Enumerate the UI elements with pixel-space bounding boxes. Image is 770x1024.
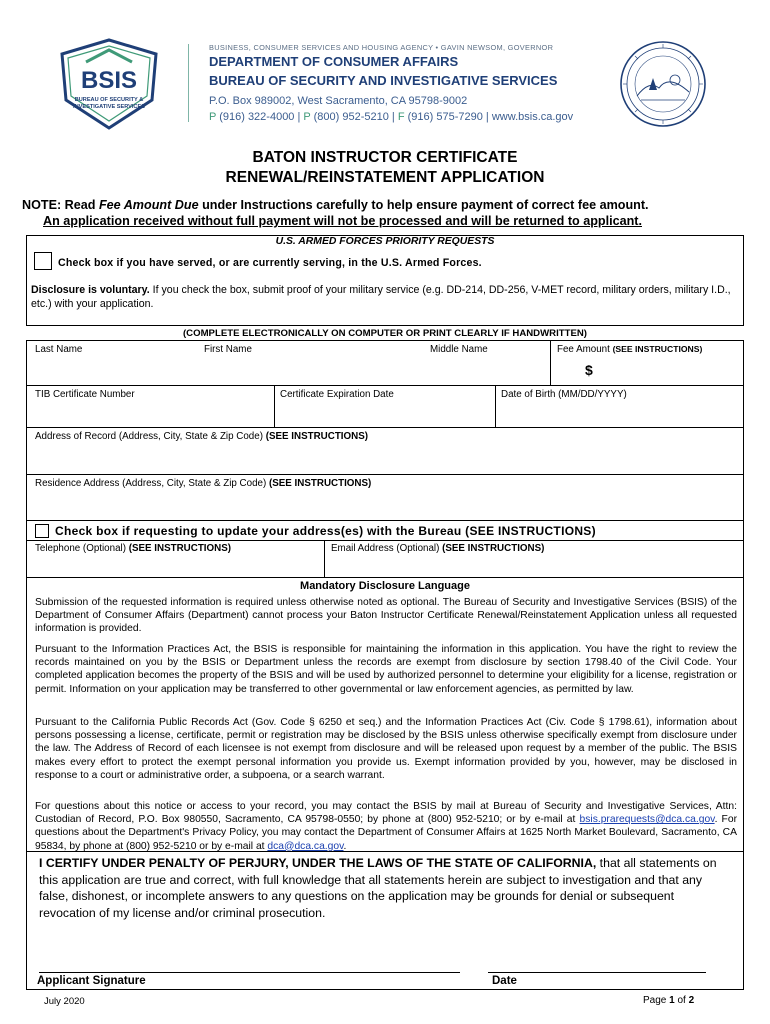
fax-number: (916) 575-7290	[407, 111, 483, 123]
date-label: Date	[492, 975, 517, 987]
page-prefix: Page	[643, 995, 670, 1006]
fee-note	[22, 198, 649, 212]
page-total: 2	[688, 995, 695, 1006]
applicant-signature-label: Applicant Signature	[37, 975, 146, 987]
grid-line	[324, 540, 325, 577]
disclosure-paragraph-4	[35, 800, 737, 853]
california-seal-icon	[619, 40, 707, 128]
page-current: 1	[669, 995, 675, 1006]
logo-subtext: INVESTIGATIVE SERVICES	[73, 104, 145, 110]
grid-line	[26, 989, 744, 990]
telephone-label	[35, 543, 231, 554]
dca-email-link[interactable]: dca@dca.ca.gov	[267, 840, 344, 852]
grid-line	[495, 385, 496, 427]
form-title-line-2: RENEWAL/REINSTATEMENT APPLICATION	[225, 169, 545, 186]
certification-text: that all statements on this application are true and correct, with full knowledge that all statements herein are subject to investigation and that any false, dishonest, or incomplete answers to any questions on the application may be grounds for denial or subsequent revocation of my license and/or criminal prosecution.	[39, 856, 717, 920]
grid-line	[26, 520, 744, 521]
grid-line	[26, 540, 744, 541]
logo-subtext: BUREAU OF SECURITY &	[74, 97, 144, 103]
grid-line	[26, 427, 744, 428]
logo-text: BSIS	[80, 67, 138, 94]
disclosure-paragraph-2: Pursuant to the Information Practices Act, the BSIS is responsible for maintaining the information in this application. You have the right to review the records maintained on you by the BSIS or Department unless the records are exempt from disclosure by section 1798.40 of the Civil Code. Your completed application becomes the property of the BSIS and will be used by authorized personnel to determine your eligibility for a license, registration or permit. Information on your application may be transferred to other governmental or law enforcement agencies, as permitted by law.	[35, 644, 737, 695]
fee-amount-text: Fee Amount	[557, 344, 613, 355]
first-name-label: First Name	[204, 344, 252, 355]
perjury-certification	[39, 855, 729, 921]
residence-address-label	[35, 478, 371, 489]
complete-instructions: (COMPLETE ELECTRONICALLY ON COMPUTER OR PRINT CLEARLY IF HANDWRITTEN)	[182, 328, 587, 339]
dob-label: Date of Birth (MM/DD/YYYY)	[501, 389, 627, 400]
phone-1: (916) 322-4000	[219, 111, 295, 123]
residence-address-note: (SEE INSTRUCTIONS)	[268, 478, 372, 489]
disclosure-paragraph-1: Submission of the requested information is required unless otherwise noted as optional. The Bureau of Security and Investigative Services (BSIS) of the Department of Consumer Affairs (Department) cannot process your Baton Instructor Certificate Renewal/Reinstatement Application unless all requested information is provided.	[35, 597, 737, 635]
fee-amount-label	[557, 344, 702, 355]
disclosure-text: If you check the box, submit proof of your military service (e.g. DD-214, DD-256, V-MET record, military orders, military I.D., etc.) with your application.	[31, 284, 731, 310]
department-name: DEPARTMENT OF CONSUMER AFFAIRS	[209, 54, 459, 69]
last-name-label: Last Name	[35, 344, 83, 355]
bureau-address: P.O. Box 989002, West Sacramento, CA 95798-9002	[209, 95, 468, 107]
phone-label: P	[303, 111, 311, 123]
full-payment-warning: An application received without full payment will not be processed and will be returned to applicant.	[43, 214, 642, 228]
grid-line	[743, 340, 744, 990]
certification-bold: I CERTIFY UNDER PENALTY OF PERJURY, UNDER THE LAWS OF THE STATE OF CALIFORNIA,	[39, 856, 597, 870]
bureau-name: BUREAU OF SECURITY AND INVESTIGATIVE SERVICES	[209, 73, 558, 88]
grid-line	[274, 385, 275, 427]
page-of: of	[674, 995, 689, 1006]
fee-note-emphasis: Fee Amount Due	[98, 198, 199, 212]
form-title-line-1: BATON INSTRUCTOR CERTIFICATE	[252, 149, 518, 166]
header-divider	[188, 44, 189, 122]
fee-amount-note: (SEE INSTRUCTIONS)	[612, 344, 703, 354]
dollar-sign: $	[585, 362, 593, 378]
tib-number-label: TIB Certificate Number	[35, 389, 135, 400]
paragraph-4-text-a: For questions about this notice or access to your record, you may contact the BSIS by mail at Bureau of Security and Investigative Services, Attn: Custodian of Record, P.O. Box 980550, Sacramento, CA 95798-0550; by phone at (800) 952-5210; or by e-mail at	[35, 801, 737, 826]
bsis-pra-email-link[interactable]: bsis.prarequests@dca.ca.gov	[579, 814, 715, 826]
bureau-contact: P (916) 322-4000 | P (800) 952-5210 | F (916) 575-7290 | www.bsis.ca.gov	[209, 111, 574, 123]
military-disclosure	[31, 283, 731, 311]
phone-label: P	[209, 111, 217, 123]
armed-forces-checkbox-label: Check box if you have served, or are currently serving, in the U.S. Armed Forces.	[58, 257, 482, 269]
expiration-date-label: Certificate Expiration Date	[280, 389, 394, 400]
bsis-logo	[56, 38, 162, 130]
phone-2: (800) 952-5210	[313, 111, 389, 123]
date-line[interactable]	[488, 972, 706, 973]
telephone-note: (SEE INSTRUCTIONS)	[128, 543, 232, 554]
armed-forces-section	[26, 235, 744, 326]
page-number	[643, 995, 694, 1006]
email-text: Email Address (Optional)	[331, 543, 443, 554]
armed-forces-checkbox[interactable]	[34, 252, 52, 270]
paragraph-4-text-b: . For questions about the Department's Privacy Policy, you may contact the Department of Consumer Affairs at 1625 North Market Boulevard, Sacramento, CA 95834, by phone at (800) 952-5210 or by e-mail at	[35, 814, 738, 852]
address-of-record-text: Address of Record (Address, City, State & Zip Code)	[35, 431, 266, 442]
grid-line	[26, 474, 744, 475]
update-address-label: Check box if requesting to update your address(es) with the Bureau (SEE INSTRUCTIONS)	[55, 524, 596, 538]
paragraph-4-text-c: .	[343, 840, 347, 852]
grid-line	[26, 340, 27, 990]
website[interactable]: www.bsis.ca.gov	[491, 111, 574, 123]
signature-line[interactable]	[39, 972, 460, 973]
revision-date: July 2020	[44, 996, 85, 1007]
fee-note-prefix: NOTE: Read	[22, 198, 99, 212]
grid-line	[26, 577, 744, 578]
fee-note-suffix: under Instructions carefully to help ensure payment of correct fee amount.	[198, 198, 649, 212]
telephone-text: Telephone (Optional)	[35, 543, 129, 554]
agency-line: BUSINESS, CONSUMER SERVICES AND HOUSING AGENCY • GAVIN NEWSOM, GOVERNOR	[209, 43, 554, 52]
email-label	[331, 543, 544, 554]
address-of-record-note: (SEE INSTRUCTIONS)	[265, 431, 369, 442]
armed-forces-heading: U.S. ARMED FORCES PRIORITY REQUESTS	[275, 236, 495, 247]
residence-address-text: Residence Address (Address, City, State & Zip Code)	[35, 478, 269, 489]
grid-line	[550, 340, 551, 385]
update-address-checkbox[interactable]	[35, 524, 49, 538]
grid-line	[26, 385, 744, 386]
address-of-record-label	[35, 431, 368, 442]
grid-line	[26, 340, 744, 341]
mandatory-disclosure-title: Mandatory Disclosure Language	[300, 580, 470, 592]
email-note: (SEE INSTRUCTIONS)	[442, 543, 545, 554]
disclosure-voluntary: Disclosure is voluntary.	[31, 284, 150, 296]
disclosure-paragraph-3: Pursuant to the California Public Records Act (Gov. Code § 6250 et seq.) and the Information Practices Act (Civ. Code § 1798.61), information about persons possessing a license, certificate, permit or registration may be disclosed by the BSIS unless otherwise specifically exempt from disclosure under the law. The Address of Record of each licensee is not exempt from disclosure and will be released upon request by a member of the public. The BSIS makes every effort to protect the exempt personal information you provide us. Exempt information provided by you, however, may be disclosed in response to a court or administrative order, a subpoena, or a search warrant.	[35, 717, 737, 781]
middle-name-label: Middle Name	[430, 344, 488, 355]
fax-label: F	[397, 111, 405, 123]
